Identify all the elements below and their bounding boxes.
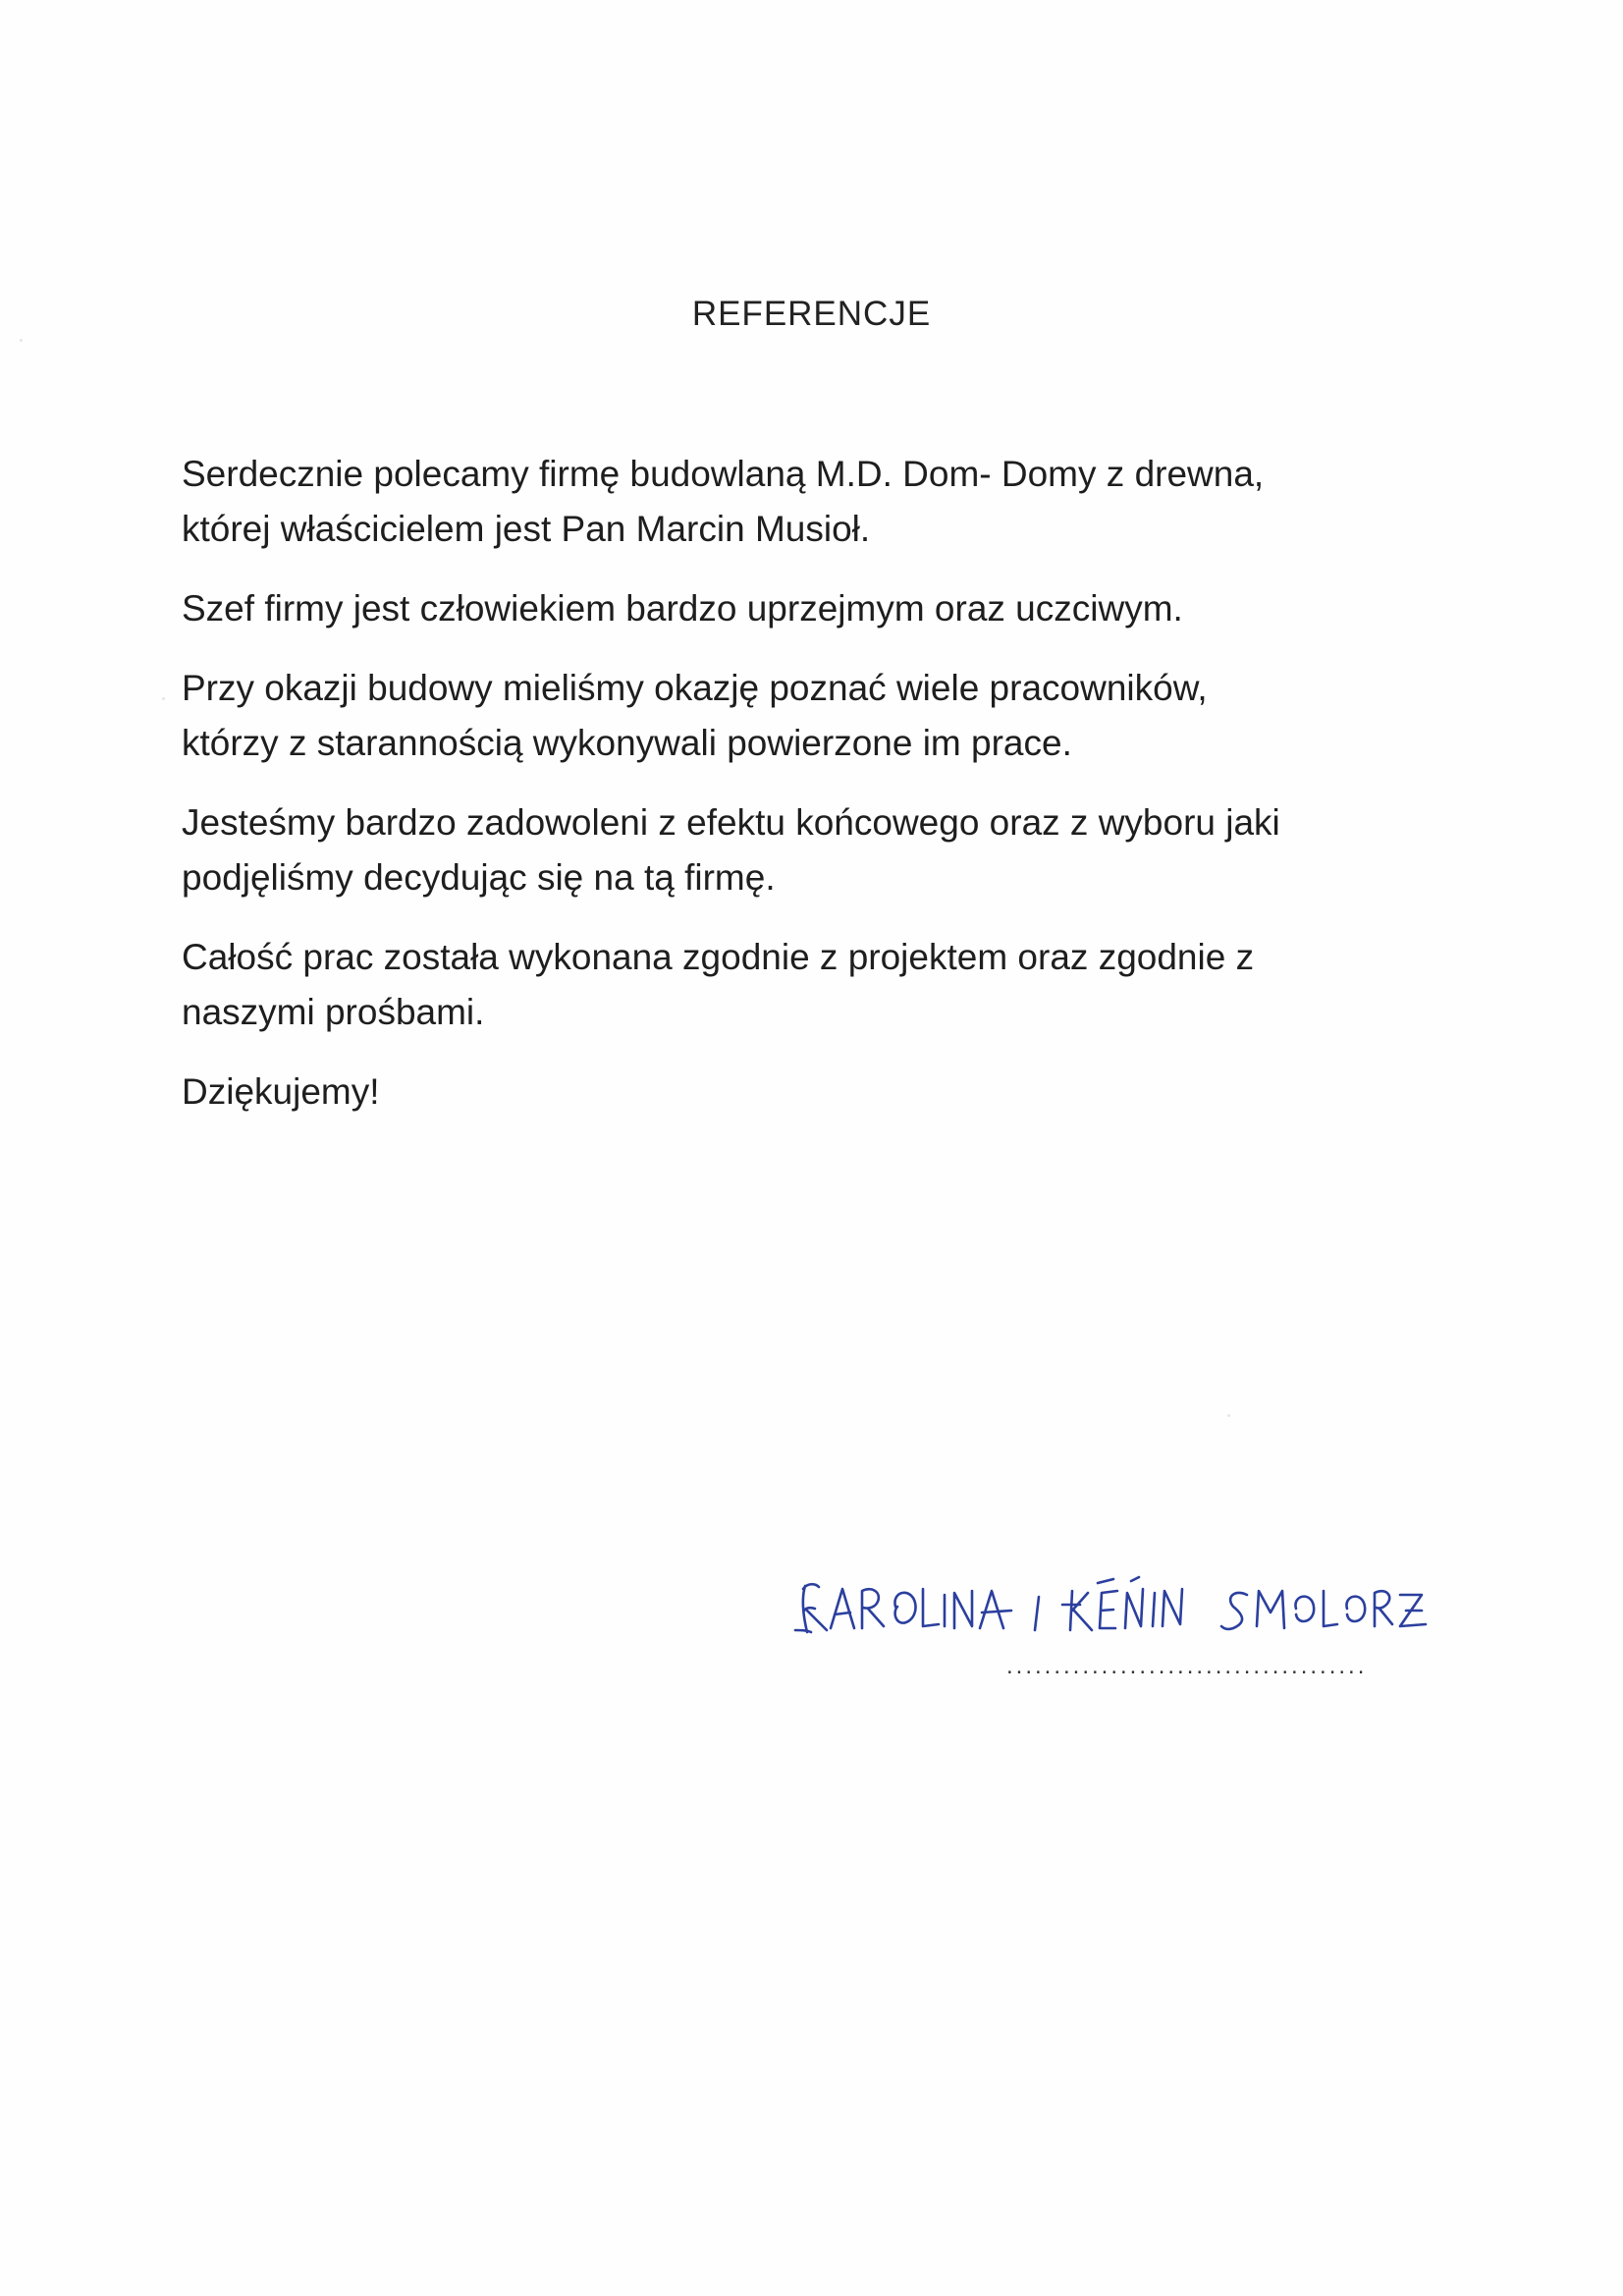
text-line: podjęliśmy decydując się na tą firmę. bbox=[182, 857, 776, 898]
signature-dotted-line: ...................................... bbox=[1006, 1653, 1368, 1679]
text-line: Przy okazji budowy mieliśmy okazję poznać wiele pracowników, bbox=[182, 668, 1208, 708]
text-line: Serdecznie polecamy firmę budowlaną M.D. Dom- Domy z drewna, bbox=[182, 454, 1265, 494]
text-line: Całość prac została wykonana zgodnie z projektem oraz zgodnie z bbox=[182, 937, 1255, 977]
text-line: Szef firmy jest człowiekiem bardzo uprzejmym oraz uczciwym. bbox=[182, 588, 1183, 629]
text-line: Dziękujemy! bbox=[182, 1071, 380, 1112]
text-line: której właścicielem jest Pan Marcin Musioł. bbox=[182, 509, 871, 549]
scan-artifact bbox=[20, 339, 23, 342]
text-line: Jesteśmy bardzo zadowoleni z efektu końcowego oraz z wyboru jaki bbox=[182, 802, 1280, 843]
signature-block bbox=[785, 1561, 1492, 1689]
scan-artifact bbox=[1227, 1414, 1230, 1417]
text-line: którzy z starannością wykonywali powierzone im prace. bbox=[182, 723, 1072, 763]
handwritten-signature bbox=[785, 1561, 1492, 1650]
paragraph-thanks bbox=[182, 1065, 1419, 1120]
paragraph-satisfaction bbox=[182, 795, 1419, 905]
scan-artifact bbox=[162, 697, 165, 700]
paragraph-owner bbox=[182, 581, 1419, 636]
paragraph-workers bbox=[182, 661, 1419, 771]
letter-body bbox=[182, 447, 1419, 1144]
text-line: naszymi prośbami. bbox=[182, 992, 485, 1032]
document-title: REFERENCJE bbox=[691, 295, 932, 333]
paragraph-recommendation bbox=[182, 447, 1419, 557]
paragraph-completion bbox=[182, 930, 1419, 1040]
